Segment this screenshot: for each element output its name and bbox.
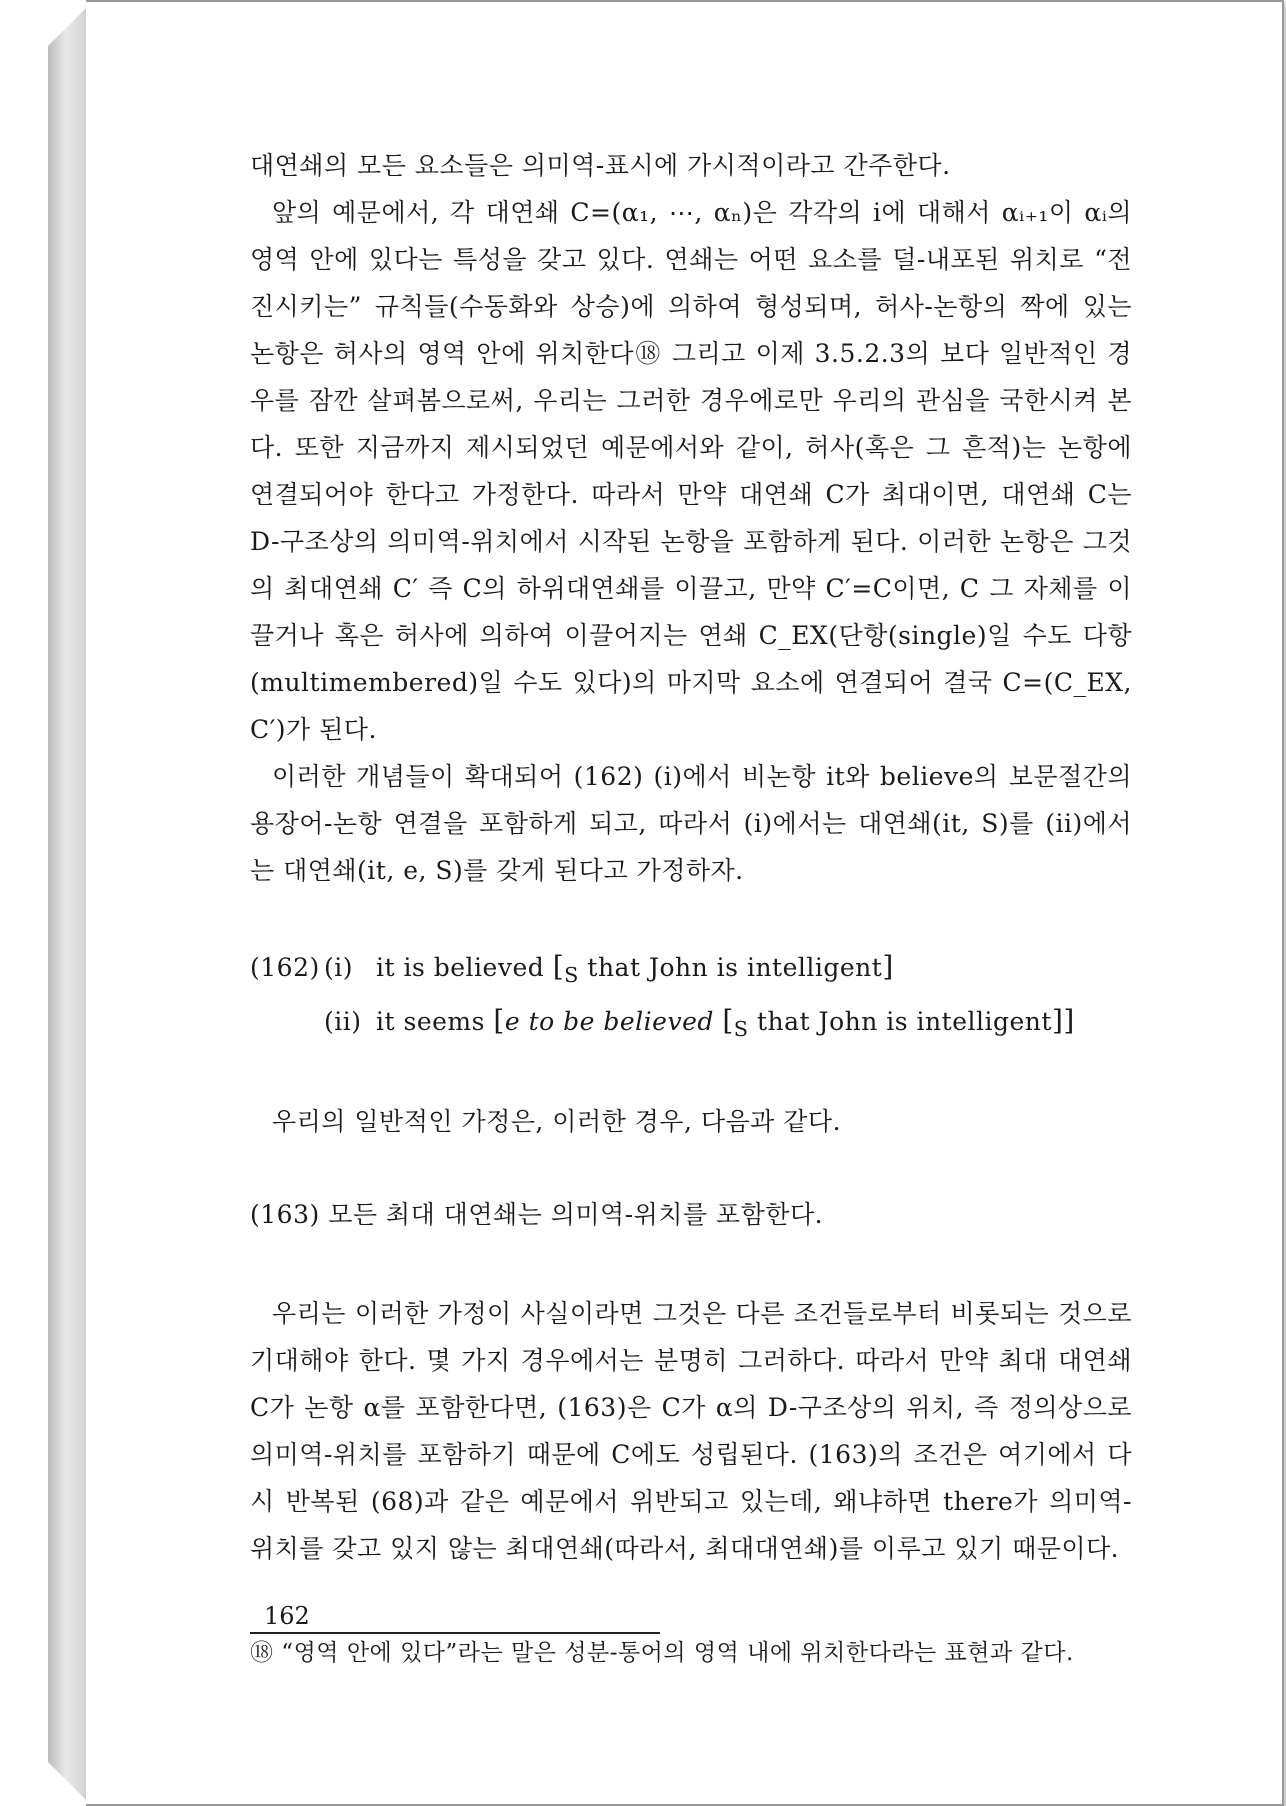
s-label: S [733, 1017, 749, 1041]
example-sub-label: (ii) [324, 1007, 362, 1036]
example-sub-label: (i) [324, 953, 354, 982]
example-number: (163) [250, 1200, 320, 1229]
book-page [86, 0, 1284, 1806]
bracket-close-icon: ] [882, 950, 894, 983]
paragraph-3: 이러한 개념들이 확대되어 (162) (i)에서 비논항 it와 believe의 보문절간의 용장어-논항 연결을 포함하게 되고, 따라서 (i)에서는 대연쇄(it, S)를 (ii)에서는 대연쇄(it, e, S)를 갖게 된다고 가정하자. [250, 762, 1132, 885]
paragraph-1: 대연쇄의 모든 요소들은 의미역-표시에 가시적이라고 간주한다. [250, 151, 951, 180]
s-label: S [564, 963, 579, 987]
page-content [250, 142, 1132, 1672]
example-163 [250, 1191, 1132, 1238]
footnote-18: ⑱ “영역 안에 있다”라는 말은 성분-통어의 영역 내에 위치한다라는 표현과 같다. [250, 1640, 1074, 1666]
example-text: it seems [376, 1007, 485, 1036]
bracket-open-icon: [ [552, 950, 565, 983]
paragraph-5: 우리는 이러한 가정이 사실이라면 그것은 다른 조건들로부터 비롯되는 것으로 기대해야 한다. 몇 가지 경우에서는 분명히 그러하다. 따라서 만약 최대 대연쇄 C가 논항 α를 포함한다면, (163)은 C가 α의 D-구조상의 위치, 즉 정의상으로 의미역-위치를 포함하기 때문에 C에도 성립된다. (163)의 조건은 여기에서 다시 반복된 (68)과 같은 예문에서 위반되고 있는데, 왜냐하면 there가 의미역-위치를 갖고 있지 않는 최대연쇄(따라서, 최대대연쇄)를 이루고 있기 때문이다. [250, 1299, 1132, 1563]
example-162-i [250, 944, 1132, 998]
paragraph-4: 우리의 일반적인 가정은, 이러한 경우, 다음과 같다. [272, 1107, 842, 1136]
paragraph-2: 앞의 예문에서, 각 대연쇄 C=(α₁, ⋯, αₙ)은 각각의 i에 대해서 αᵢ₊₁이 αᵢ의 영역 안에 있다는 특성을 갖고 있다. 연쇄는 어떤 요소를 덜-내포된 위치로 “전진시키는” 규칙들(수동화와 상승)에 의하여 형성되며, 허사-논항의 짝에 있는 논항은 허사의 영역 안에 위치한다⑱ 그리고 이제 3.5.2.3의 보다 일반적인 경우를 잠깐 살펴봄으로써, 우리는 그러한 경우에로만 우리의 관심을 국한시켜 본다. 또한 지금까지 제시되었던 예문에서와 같이, 허사(혹은 그 흔적)는 논항에 연결되어야 한다고 가정한다. 따라서 만약 대연쇄 C가 최대이면, 대연쇄 C는 D-구조상의 의미역-위치에서 시작된 논항을 포함하게 된다. 이러한 논항은 그것의 최대연쇄 C′ 즉 C의 하위대연쇄를 이끌고, 만약 C′=C이면, C 그 자체를 이끌거나 혹은 허사에 의하여 이끌어지는 연쇄 C_EX(단항(single)일 수도 다항(multimembered)일 수도 있다)의 마지막 요소에 연결되어 결국 C=(C_EX, C′)가 된다. [250, 198, 1132, 744]
bracket-open-icon: [ [493, 1004, 505, 1037]
page-number: 162 [264, 1602, 310, 1630]
bracket-open-icon: [ [722, 1004, 734, 1037]
example-text: 모든 최대 대연쇄는 의미역-위치를 포함한다. [328, 1200, 824, 1229]
bracket-close-icon: ]] [1051, 1004, 1075, 1037]
example-italic-text: e to be believed [504, 1007, 714, 1036]
example-text: it is believed [376, 953, 545, 982]
book-spine [48, 6, 88, 1802]
example-162 [250, 944, 1132, 1052]
example-text: that John is intelligent [587, 953, 883, 982]
example-text: that John is intelligent [757, 1007, 1052, 1036]
example-number: (162) [250, 953, 320, 982]
example-162-ii [250, 998, 1132, 1052]
